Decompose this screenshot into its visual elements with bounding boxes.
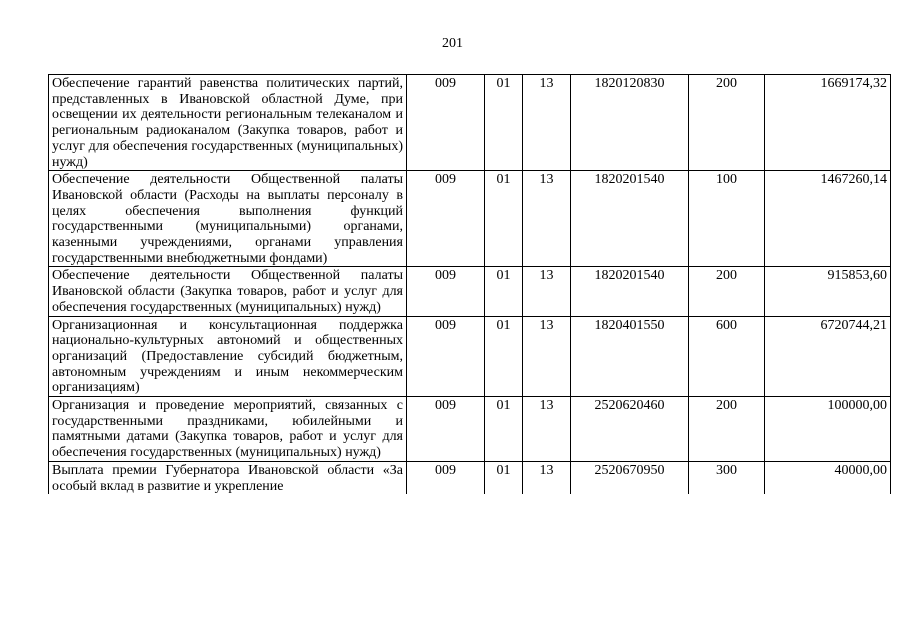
amount: 1467260,14 <box>765 171 891 267</box>
row-description: Обеспечение деятельности Общественной палаты Ивановской области (Расходы на выплаты персоналу в целях обеспечения выполнения функций государственными (муниципальными) органами, казенными учреждениями, органами управления государственными внебюджетными фондами) <box>49 171 407 267</box>
table-row <box>49 267 891 316</box>
row-description: Организационная и консультационная поддержка национально-культурных автономий и общественных организаций (Предоставление субсидий бюджетным, автономным учреждениям и иным некоммерческим организациям) <box>49 316 407 397</box>
expense-type-code: 200 <box>689 397 765 462</box>
grbs-code: 009 <box>407 75 485 171</box>
row-description: Организация и проведение мероприятий, связанных с государственными праздниками, юбилейными и памятными датами (Закупка товаров, работ и услуг для обеспечения государственных (муниципальных) нужд) <box>49 397 407 462</box>
table-row <box>49 397 891 462</box>
table-row <box>49 75 891 171</box>
subsection-code: 13 <box>523 171 571 267</box>
section-code: 01 <box>485 461 523 494</box>
amount: 40000,00 <box>765 461 891 494</box>
section-code: 01 <box>485 75 523 171</box>
expense-type-code: 200 <box>689 75 765 171</box>
target-article-code: 1820401550 <box>571 316 689 397</box>
target-article-code: 1820120830 <box>571 75 689 171</box>
expense-type-code: 200 <box>689 267 765 316</box>
grbs-code: 009 <box>407 461 485 494</box>
section-code: 01 <box>485 316 523 397</box>
row-description: Обеспечение гарантий равенства политических партий, представленных в Ивановской областной Думе, при освещении их деятельности региональным телеканалом и региональным радиоканалом (Закупка товаров, работ и услуг для обеспечения государственных (муниципальных) нужд) <box>49 75 407 171</box>
row-description: Выплата премии Губернатора Ивановской области «За особый вклад в развитие и укрепление <box>49 461 407 494</box>
target-article-code: 2520620460 <box>571 397 689 462</box>
subsection-code: 13 <box>523 461 571 494</box>
expense-type-code: 600 <box>689 316 765 397</box>
table-row <box>49 171 891 267</box>
table-row <box>49 461 891 494</box>
grbs-code: 009 <box>407 397 485 462</box>
grbs-code: 009 <box>407 267 485 316</box>
amount: 915853,60 <box>765 267 891 316</box>
amount: 6720744,21 <box>765 316 891 397</box>
grbs-code: 009 <box>407 316 485 397</box>
subsection-code: 13 <box>523 397 571 462</box>
target-article-code: 1820201540 <box>571 267 689 316</box>
section-code: 01 <box>485 171 523 267</box>
page-number: 201 <box>442 36 463 51</box>
section-code: 01 <box>485 267 523 316</box>
target-article-code: 2520670950 <box>571 461 689 494</box>
page-bottom-margin <box>0 580 905 640</box>
table-row <box>49 316 891 397</box>
expense-type-code: 300 <box>689 461 765 494</box>
budget-table <box>48 74 891 494</box>
amount: 1669174,32 <box>765 75 891 171</box>
subsection-code: 13 <box>523 75 571 171</box>
section-code: 01 <box>485 397 523 462</box>
row-description: Обеспечение деятельности Общественной палаты Ивановской области (Закупка товаров, работ и услуг для обеспечения государственных (муниципальных) нужд) <box>49 267 407 316</box>
amount: 100000,00 <box>765 397 891 462</box>
target-article-code: 1820201540 <box>571 171 689 267</box>
grbs-code: 009 <box>407 171 485 267</box>
subsection-code: 13 <box>523 267 571 316</box>
subsection-code: 13 <box>523 316 571 397</box>
expense-type-code: 100 <box>689 171 765 267</box>
